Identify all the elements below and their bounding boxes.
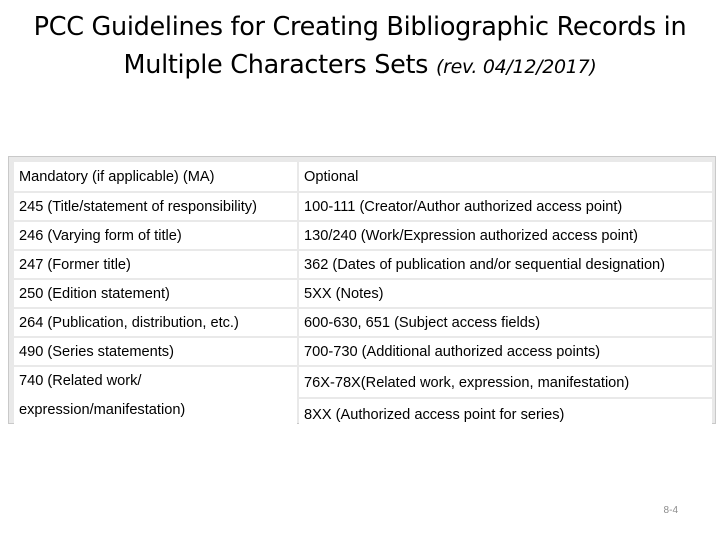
cell-mandatory-related-work: 740 (Related work/ expression/manifestation) bbox=[14, 367, 297, 429]
table-row bbox=[14, 193, 712, 220]
table-header-row bbox=[14, 162, 712, 191]
cell-optional: 100-111 (Creator/Author authorized access point) bbox=[299, 193, 712, 220]
cell-optional: 362 (Dates of publication and/or sequential designation) bbox=[299, 251, 712, 278]
cell-optional: 700-730 (Additional authorized access points) bbox=[299, 338, 712, 365]
table-row bbox=[14, 251, 712, 278]
table-row bbox=[14, 309, 712, 336]
slide-title bbox=[0, 8, 720, 86]
cell-optional: 130/240 (Work/Expression authorized access point) bbox=[299, 222, 712, 249]
table-row bbox=[14, 280, 712, 307]
table-row bbox=[14, 338, 712, 365]
cell-mandatory: 246 (Varying form of title) bbox=[14, 222, 297, 249]
guidelines-table-frame bbox=[8, 156, 716, 424]
cell-mandatory: 490 (Series statements) bbox=[14, 338, 297, 365]
cell-mandatory: 247 (Former title) bbox=[14, 251, 297, 278]
header-mandatory: Mandatory (if applicable) (MA) bbox=[14, 162, 297, 191]
guidelines-table bbox=[12, 160, 714, 431]
header-optional: Optional bbox=[299, 162, 712, 191]
cell-mandatory: 245 (Title/statement of responsibility) bbox=[14, 193, 297, 220]
cell-optional: 8XX (Authorized access point for series) bbox=[299, 399, 712, 429]
table-row bbox=[14, 367, 712, 397]
page-number: 8-4 bbox=[663, 505, 678, 516]
cell-optional: 5XX (Notes) bbox=[299, 280, 712, 307]
cell-optional: 76X-78X(Related work, expression, manifestation) bbox=[299, 367, 712, 397]
cell-mandatory: 264 (Publication, distribution, etc.) bbox=[14, 309, 297, 336]
cell-optional: 600-630, 651 (Subject access fields) bbox=[299, 309, 712, 336]
slide-title-main: PCC Guidelines for Creating Bibliographic Records in Multiple Characters Sets bbox=[33, 12, 687, 80]
table-row bbox=[14, 222, 712, 249]
slide-title-revision: (rev. 04/12/2017) bbox=[435, 56, 597, 78]
cell-mandatory: 250 (Edition statement) bbox=[14, 280, 297, 307]
